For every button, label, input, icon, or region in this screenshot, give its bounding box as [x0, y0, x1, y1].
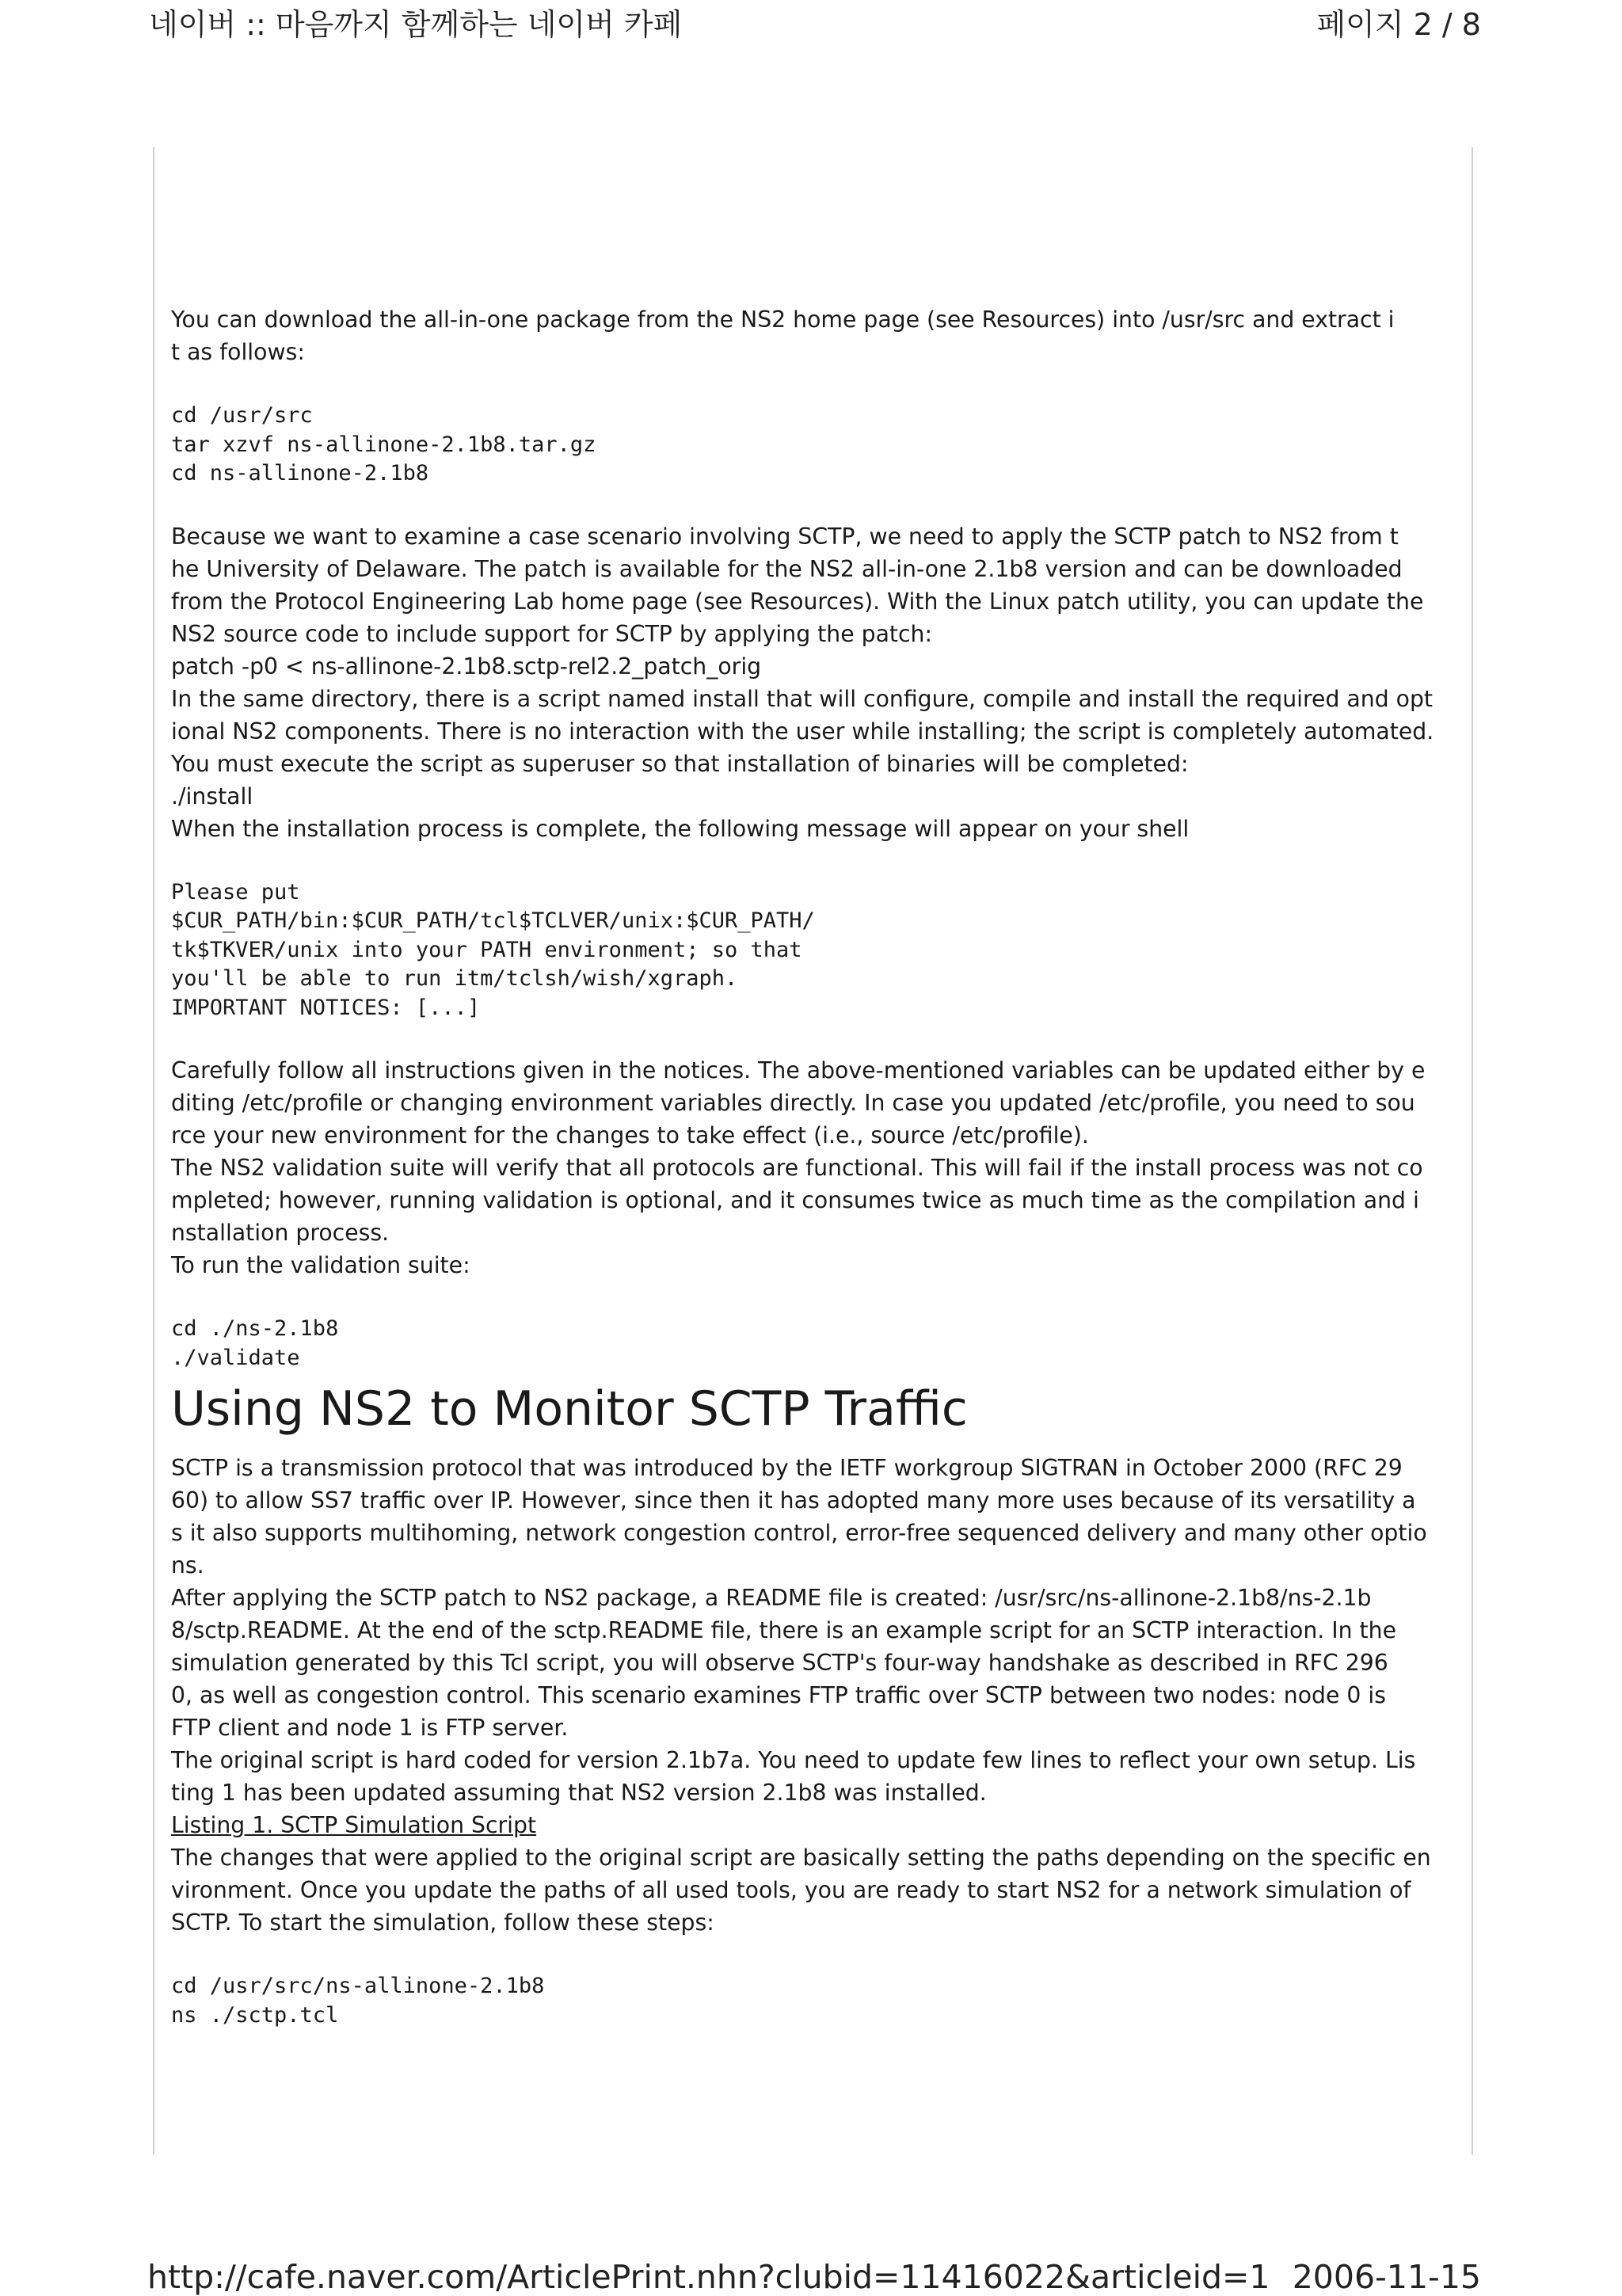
- paragraph-line: The changes that were applied to the original script are basically setting the paths depending on the specific en: [171, 1845, 1431, 1871]
- paragraph-line: 60) to allow SS7 traffic over IP. However, since then it has adopted many more uses because of its versatility a: [171, 1487, 1416, 1514]
- paragraph-line: t as follows:: [171, 339, 305, 365]
- paragraph-line: mpleted; however, running validation is optional, and it consumes twice as much time as the compilation and i: [171, 1187, 1419, 1213]
- paragraph-line: ns.: [171, 1552, 204, 1578]
- paragraph-line: After applying the SCTP patch to NS2 package, a README file is created: /usr/src/ns-allinone-2.1b8/ns-2.1b: [171, 1585, 1372, 1611]
- code-line: cd /usr/src: [171, 403, 313, 428]
- paragraph-line: In the same directory, there is a script named install that will configure, compile and install the required and opt: [171, 685, 1434, 712]
- paragraph-line: The original script is hard coded for version 2.1b7a. You need to update few lines to reflect your own setup. Lis: [171, 1747, 1416, 1773]
- footer-date: 2006-11-15: [1292, 2258, 1481, 2296]
- footer-url: http://cafe.naver.com/ArticlePrint.nhn?clubid=11416022&articleid=1: [147, 2258, 1270, 2296]
- paragraph-line: nstallation process.: [171, 1220, 390, 1246]
- frame-left-border: [153, 147, 154, 2155]
- patch-command: patch -p0 < ns-allinone-2.1b8.sctp-rel2.2_patch_orig: [171, 653, 762, 680]
- paragraph-line: 8/sctp.README. At the end of the sctp.README file, there is an example script for an SCTP interaction. In the: [171, 1617, 1396, 1643]
- code-line: you'll be able to run itm/tclsh/wish/xgraph.: [171, 966, 738, 991]
- paragraph-line: he University of Delaware. The patch is available for the NS2 all-in-one 2.1b8 version and can be downloaded: [171, 555, 1403, 582]
- code-line: tar xzvf ns-allinone-2.1b8.tar.gz: [171, 432, 596, 457]
- section-heading: Using NS2 to Monitor SCTP Traffic: [171, 1381, 968, 1437]
- code-line: Please put: [171, 879, 300, 904]
- paragraph-line: To run the validation suite:: [171, 1252, 470, 1278]
- paragraph-line: ional NS2 components. There is no interaction with the user while installing; the script is completely automated.: [171, 718, 1434, 744]
- code-line: IMPORTANT NOTICES: [...]: [171, 995, 481, 1020]
- page-number: 페이지 2 / 8: [1316, 7, 1481, 42]
- frame-right-border: [1472, 147, 1473, 2155]
- paragraph-line: SCTP. To start the simulation, follow these steps:: [171, 1910, 714, 1936]
- paragraph-line: SCTP is a transmission protocol that was introduced by the IETF workgroup SIGTRAN in October 2000 (RFC 29: [171, 1455, 1403, 1481]
- paragraph-line: FTP client and node 1 is FTP server.: [171, 1715, 569, 1741]
- paragraph-line: NS2 source code to include support for SCTP by applying the patch:: [171, 620, 933, 647]
- code-line: tk$TKVER/unix into your PATH environment; so that: [171, 937, 802, 962]
- code-line: cd ns-allinone-2.1b8: [171, 461, 429, 485]
- paragraph-line: ting 1 has been updated assuming that NS2 version 2.1b8 was installed.: [171, 1780, 987, 1806]
- paragraph-line: When the installation process is complete, the following message will appear on your shell: [171, 815, 1190, 842]
- listing-1-link[interactable]: Listing 1. SCTP Simulation Script: [171, 1812, 537, 1838]
- paragraph-line: Because we want to examine a case scenario involving SCTP, we need to apply the SCTP patch to NS2 from t: [171, 523, 1399, 550]
- paragraph-line: You must execute the script as superuser so that installation of binaries will be completed:: [171, 750, 1189, 777]
- paragraph-line: Carefully follow all instructions given in the notices. The above-mentioned variables can be updated either by e: [171, 1057, 1426, 1083]
- paragraph-line: vironment. Once you update the paths of all used tools, you are ready to start NS2 for a network simulation of: [171, 1877, 1411, 1903]
- paragraph-line: diting /etc/profile or changing environment variables directly. In case you updated /etc/profile, you need to sou: [171, 1090, 1415, 1116]
- paragraph-line: 0, as well as congestion control. This scenario examines FTP traffic over SCTP between two nodes: node 0 is: [171, 1682, 1386, 1708]
- article-body: [171, 305, 1454, 2030]
- paragraph-line: simulation generated by this Tcl script, you will observe SCTP's four-way handshake as described in RFC 296: [171, 1650, 1388, 1676]
- install-command: ./install: [171, 782, 253, 809]
- paragraph-line: rce your new environment for the changes to take effect (i.e., source /etc/profile).: [171, 1122, 1089, 1148]
- page-header-title: 네이버 :: 마음까지 함께하는 네이버 카페: [149, 7, 683, 42]
- code-line: ./validate: [171, 1345, 300, 1370]
- code-line: cd /usr/src/ns-allinone-2.1b8: [171, 1974, 545, 1998]
- paragraph-line: from the Protocol Engineering Lab home page (see Resources). With the Linux patch utility, you can update the: [171, 588, 1424, 615]
- code-line: cd ./ns-2.1b8: [171, 1316, 339, 1341]
- paragraph-line: The NS2 validation suite will verify that all protocols are functional. This will fail if the install process was not co: [171, 1155, 1423, 1181]
- code-line: $CUR_PATH/bin:$CUR_PATH/tcl$TCLVER/unix:$CUR_PATH/: [171, 908, 815, 933]
- paragraph-line: s it also supports multihoming, network congestion control, error-free sequenced delivery and many other optio: [171, 1520, 1427, 1546]
- paragraph-line: You can download the all-in-one package from the NS2 home page (see Resources) into /usr/src and extract i: [171, 307, 1395, 333]
- code-line: ns ./sctp.tcl: [171, 2002, 339, 2028]
